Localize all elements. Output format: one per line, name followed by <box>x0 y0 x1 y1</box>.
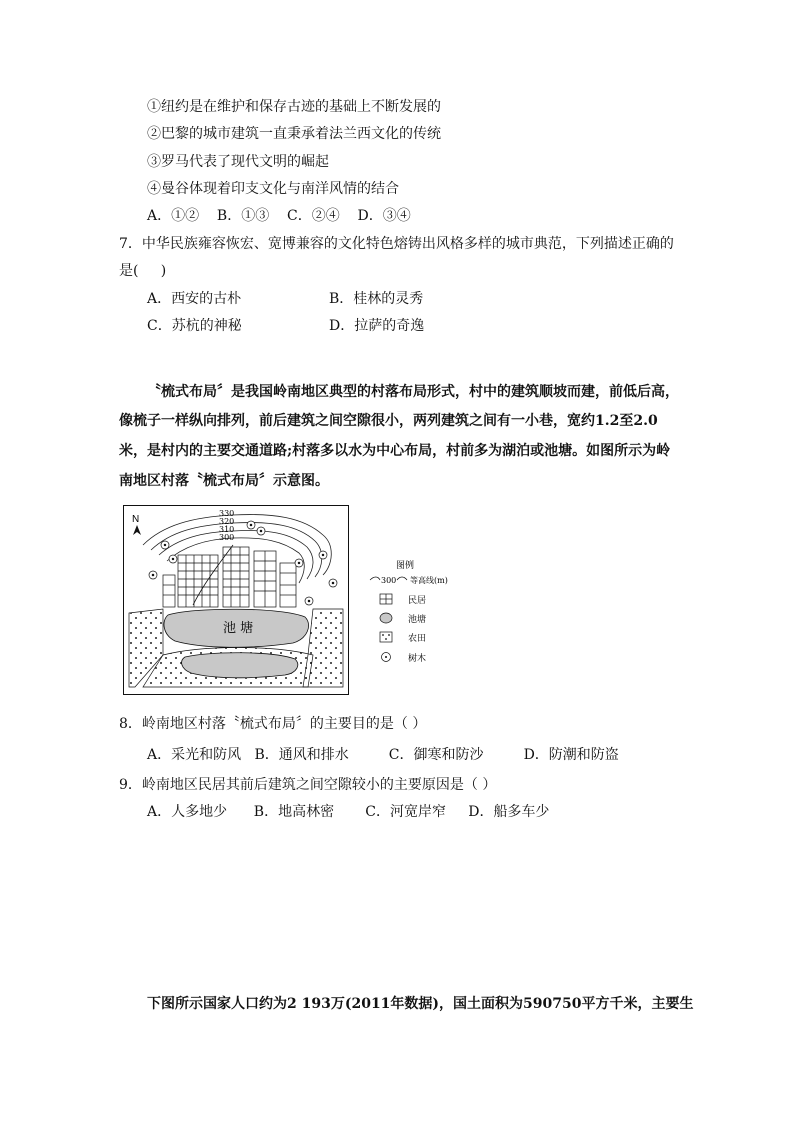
q6-choices: A．①② B．①③ C．②④ D．③④ <box>147 208 411 224</box>
legend-pond-label: 池塘 <box>408 615 427 625</box>
legend-contour-icon-right <box>397 577 407 580</box>
q9-choices: A．人多地少 B．地高林密 C．河宽岸窄 D．船多车少 <box>147 804 550 820</box>
q8-stem: 8．岭南地区村落〝梳式布局〞的主要目的是（ ） <box>119 716 427 732</box>
q6-statement-4: ④曼谷体现着印支文化与南洋风情的结合 <box>147 181 399 197</box>
q6-statement-3: ③罗马代表了现代文明的崛起 <box>147 154 329 170</box>
legend-contour-label: 等高线(m) <box>410 576 448 585</box>
q7-option-a: A．西安的古朴 <box>147 291 242 307</box>
village-layout-map <box>123 505 349 695</box>
legend-field-label: 农田 <box>408 634 427 644</box>
legend-pond-icon <box>380 613 392 623</box>
contour-label-300: 300 <box>219 533 235 542</box>
passage-line-3: 米，是村内的主要交通道路;村落多以水为中心布局，村前多为湖泊或池塘。如图所示为岭 <box>119 443 671 459</box>
passage-line-1: 〝梳式布局〞是我国岭南地区典型的村落布局形式，村中的建筑顺坡而建，前低后高， <box>147 384 679 400</box>
legend-house-label: 民居 <box>408 596 427 606</box>
q6-statement-1: ①纽约是在维护和保存古迹的基础上不断发展的 <box>147 99 441 115</box>
q6-statement-2: ②巴黎的城市建筑一直秉承着法兰西文化的传统 <box>147 126 441 142</box>
house-blocks <box>163 547 296 607</box>
passage-line-4: 南地区村落〝梳式布局〞示意图。 <box>119 473 329 489</box>
legend-tree-icon <box>382 653 391 662</box>
legend-tree-label: 树木 <box>408 654 427 664</box>
q9-stem: 9．岭南地区民居其前后建筑之间空隙较小的主要原因是（ ） <box>119 777 497 793</box>
legend-title: 图例 <box>396 561 415 571</box>
q7-option-b: B．桂林的灵秀 <box>329 291 424 307</box>
legend-field-icon <box>380 632 392 642</box>
pond-bottom <box>182 653 298 678</box>
legend-contour-value: 300 <box>381 576 397 585</box>
contour-label-310: 310 <box>219 525 235 534</box>
map-legend <box>368 558 488 698</box>
contour-label-320: 320 <box>219 517 235 526</box>
legend-contour-icon <box>370 577 380 580</box>
q7-stem-line2: 是( ) <box>119 263 167 279</box>
q8-choices: A．采光和防风 B．通风和排水 C．御寒和防沙 D．防潮和防盗 <box>147 747 619 763</box>
q7-option-d: D．拉萨的奇逸 <box>329 318 425 334</box>
pond-label: 池 塘 <box>223 621 254 636</box>
q7-option-c: C．苏杭的神秘 <box>147 318 242 334</box>
contour-label-330: 330 <box>219 509 235 518</box>
north-label: N <box>132 514 140 525</box>
q7-stem-line1: 7．中华民族雍容恢宏、宽博兼容的文化特色熔铸出风格多样的城市典范，下列描述正确的 <box>119 236 674 252</box>
passage2-line-1: 下图所示国家人口约为2 193万(2011年数据)，国土面积为590750平方千米，主要生 <box>147 996 694 1012</box>
legend-house-icon <box>380 594 392 604</box>
passage-line-2: 像梳子一样纵向排列，前后建筑之间空隙很小，两列建筑之间有一小巷，宽约1.2至2.0 <box>119 413 658 429</box>
